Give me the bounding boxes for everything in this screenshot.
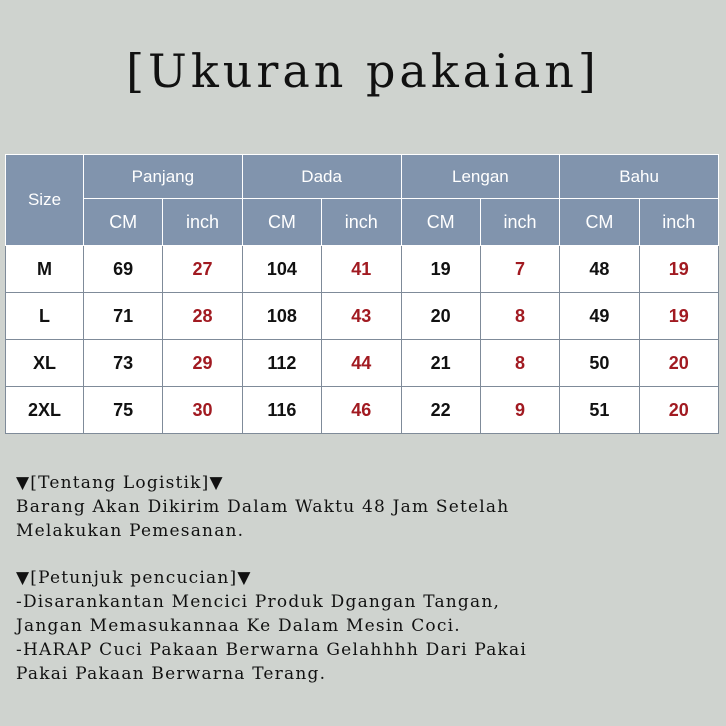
cm-cell: 51 — [560, 387, 639, 434]
cm-cell: 48 — [560, 246, 639, 293]
inch-cell: 27 — [163, 246, 242, 293]
unit-header-cm: CM — [84, 199, 163, 246]
table-row — [6, 387, 719, 434]
page-title: [Ukuran pakaian] — [126, 44, 600, 98]
washing-line: Jangan Memasukannaa Ke Dalam Mesin Coci. — [16, 616, 461, 636]
cm-cell: 69 — [84, 246, 163, 293]
inch-cell: 30 — [163, 387, 242, 434]
group-header-panjang: Panjang — [84, 155, 243, 199]
unit-header-cm: CM — [560, 199, 639, 246]
inch-cell: 28 — [163, 293, 242, 340]
washing-heading: ▼[Petunjuk pencucian]▼ — [16, 568, 252, 588]
inch-cell: 19 — [639, 246, 718, 293]
cm-cell: 50 — [560, 340, 639, 387]
section-spacer — [16, 543, 716, 566]
size-cell: 2XL — [6, 387, 84, 434]
size-cell: M — [6, 246, 84, 293]
size-chart-table — [5, 154, 719, 434]
cm-cell: 73 — [84, 340, 163, 387]
header-row-groups — [6, 155, 719, 199]
logistics-line: Melakukan Pemesanan. — [16, 521, 245, 541]
inch-cell: 41 — [322, 246, 401, 293]
group-header-bahu: Bahu — [560, 155, 719, 199]
size-cell: L — [6, 293, 84, 340]
inch-cell: 20 — [639, 340, 718, 387]
inch-cell: 8 — [480, 340, 559, 387]
group-header-lengan: Lengan — [401, 155, 560, 199]
cm-cell: 49 — [560, 293, 639, 340]
washing-line: -HARAP Cuci Pakaan Berwarna Gelahhhh Dari Pakai — [16, 640, 528, 660]
inch-cell: 20 — [639, 387, 718, 434]
table-row — [6, 340, 719, 387]
logistics-line: Barang Akan Dikirim Dalam Waktu 48 Jam Setelah — [16, 497, 510, 517]
unit-header-inch: inch — [322, 199, 401, 246]
cm-cell: 71 — [84, 293, 163, 340]
unit-header-inch: inch — [480, 199, 559, 246]
header-row-units — [6, 199, 719, 246]
inch-cell: 7 — [480, 246, 559, 293]
size-column-header: Size — [6, 155, 84, 246]
inch-cell: 46 — [322, 387, 401, 434]
inch-cell: 19 — [639, 293, 718, 340]
cm-cell: 108 — [242, 293, 321, 340]
inch-cell: 44 — [322, 340, 401, 387]
cm-cell: 104 — [242, 246, 321, 293]
cm-cell: 21 — [401, 340, 480, 387]
unit-header-inch: inch — [639, 199, 718, 246]
table-row — [6, 293, 719, 340]
inch-cell: 29 — [163, 340, 242, 387]
cm-cell: 116 — [242, 387, 321, 434]
unit-header-cm: CM — [242, 199, 321, 246]
logistics-heading: ▼[Tentang Logistik]▼ — [16, 473, 224, 493]
size-cell: XL — [6, 340, 84, 387]
group-header-dada: Dada — [242, 155, 401, 199]
inch-cell: 8 — [480, 293, 559, 340]
cm-cell: 22 — [401, 387, 480, 434]
cm-cell: 19 — [401, 246, 480, 293]
unit-header-inch: inch — [163, 199, 242, 246]
washing-line: -Disarankantan Mencici Produk Dgangan Tangan, — [16, 592, 501, 612]
table-row — [6, 246, 719, 293]
unit-header-cm: CM — [401, 199, 480, 246]
inch-cell: 9 — [480, 387, 559, 434]
info-section — [16, 471, 716, 686]
cm-cell: 75 — [84, 387, 163, 434]
inch-cell: 43 — [322, 293, 401, 340]
cm-cell: 112 — [242, 340, 321, 387]
cm-cell: 20 — [401, 293, 480, 340]
washing-line: Pakai Pakaan Berwarna Terang. — [16, 664, 327, 684]
